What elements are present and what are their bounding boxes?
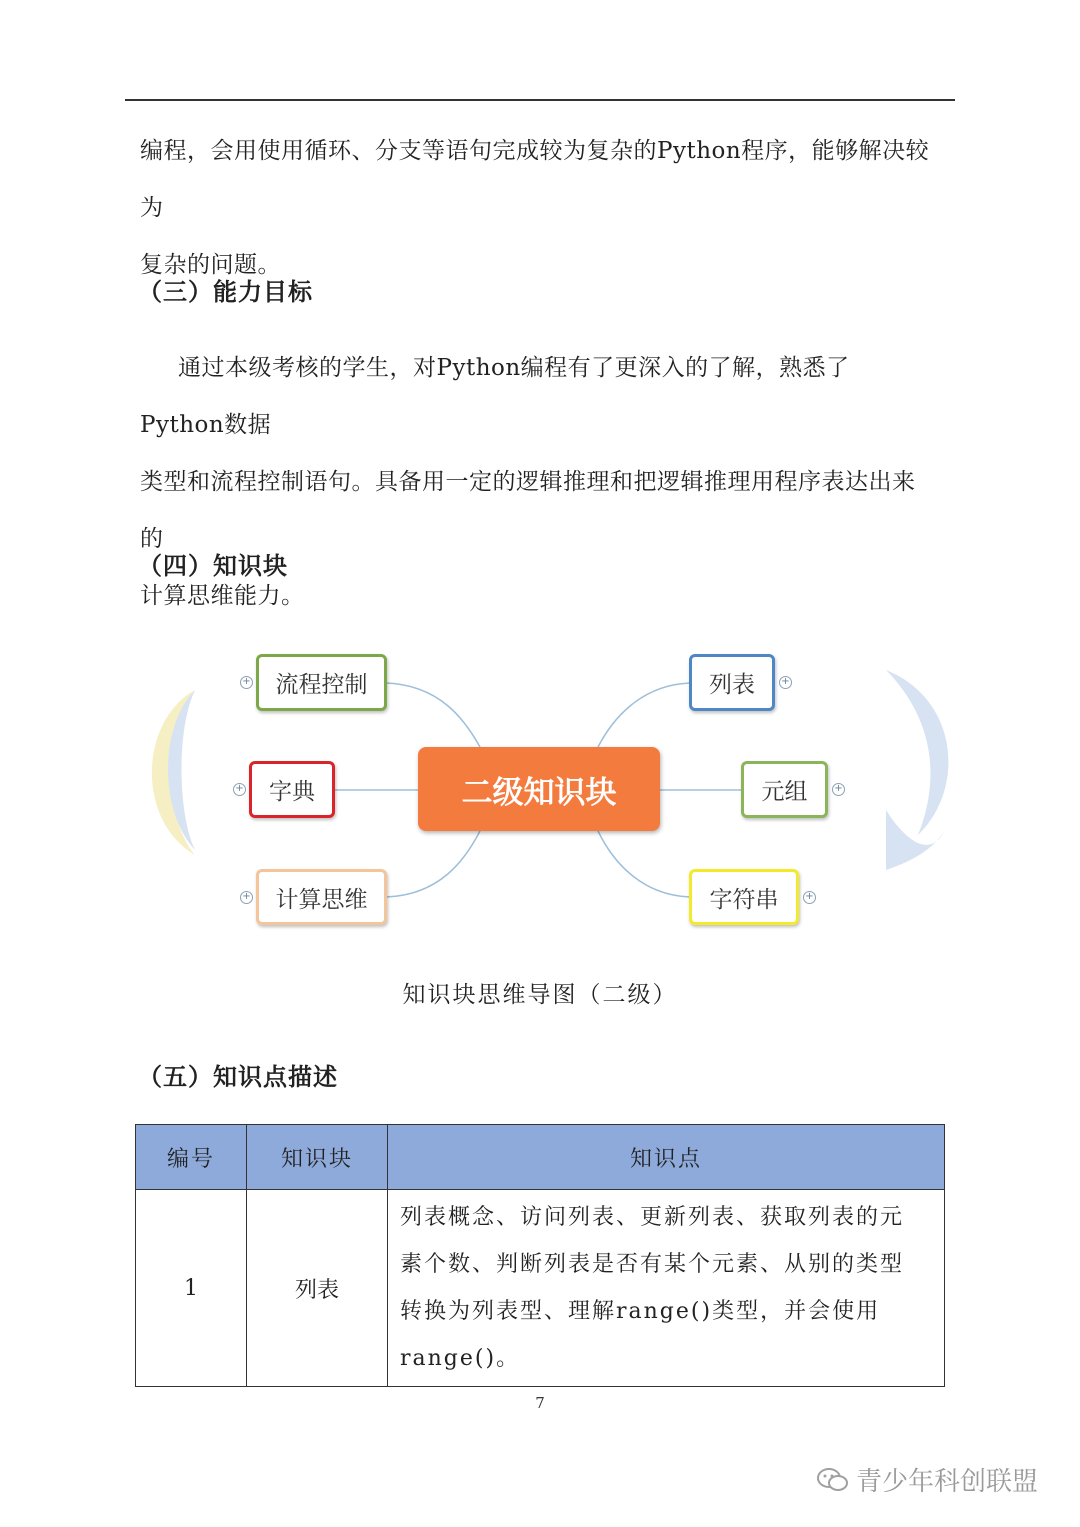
table-row — [136, 1190, 945, 1387]
section-4-heading: （四）知识块 — [138, 552, 288, 580]
connector-flow-control — [386, 683, 480, 747]
node-tuple: 元组 — [741, 761, 828, 818]
section-3-heading: （三）能力目标 — [138, 278, 313, 306]
expand-dictionary-icon[interactable]: + — [233, 783, 246, 796]
points-line-4: range()。 — [400, 1346, 521, 1371]
expand-list-icon[interactable]: + — [779, 676, 792, 689]
header-points: 知识点 — [388, 1125, 945, 1190]
watermark-text: 青少年科创联盟 — [856, 1467, 1039, 1497]
center-node: 二级知识块 — [418, 747, 660, 831]
points-line-3: 转换为列表型、理解range()类型，并会使用 — [400, 1299, 881, 1324]
intro-line-1: 编程，会用使用循环、分支等语句完成较为复杂的Python程序，能够解决较为 — [140, 138, 930, 221]
cell-block: 列表 — [247, 1190, 388, 1387]
cell-number: 1 — [136, 1190, 247, 1387]
wechat-icon — [816, 1467, 850, 1493]
section-5-heading: （五）知识点描述 — [138, 1063, 338, 1091]
cell-points — [388, 1190, 945, 1387]
points-line-1: 列表概念、访问列表、更新列表、获取列表的元 — [400, 1205, 905, 1230]
mind-map-caption: 知识块思维导图（二级） — [402, 982, 678, 1008]
expand-tuple-icon[interactable]: + — [832, 783, 845, 796]
section-3-paragraph — [140, 340, 930, 625]
intro-paragraph — [140, 123, 930, 294]
right-decor-blue-lower — [886, 810, 945, 870]
header-block: 知识块 — [247, 1125, 388, 1190]
expand-flow-control-icon[interactable]: + — [240, 676, 253, 689]
section-3-line-2: 类型和流程控制语句。具备用一定的逻辑推理和把逻辑推理用程序表达出来的 — [140, 469, 916, 552]
header-rule — [125, 99, 955, 101]
node-computational-thinking: 计算思维 — [256, 869, 387, 925]
mind-map — [0, 610, 1080, 950]
section-3-line-1: 通过本级考核的学生，对Python编程有了更深入的了解，熟悉了Python数据 — [140, 355, 850, 438]
expand-string-icon[interactable]: + — [803, 891, 816, 904]
expand-computational-thinking-icon[interactable]: + — [240, 891, 253, 904]
node-flow-control: 流程控制 — [256, 654, 387, 711]
node-string: 字符串 — [689, 869, 799, 925]
section-3-line-3: 计算思维能力。 — [140, 583, 305, 609]
connector-computational-thinking — [386, 831, 480, 897]
right-decor-blue-upper — [886, 670, 948, 835]
table-header-row — [136, 1125, 945, 1190]
watermark — [816, 1461, 1038, 1498]
connector-string — [598, 831, 690, 897]
points-line-2: 素个数、判断列表是否有某个元素、从别的类型 — [400, 1252, 905, 1277]
header-number: 编号 — [136, 1125, 247, 1190]
knowledge-point-table — [135, 1124, 945, 1387]
node-dictionary: 字典 — [249, 761, 335, 818]
page-number: 7 — [535, 1394, 545, 1412]
connector-list — [598, 683, 690, 747]
intro-line-2: 复杂的问题。 — [140, 252, 281, 278]
node-list: 列表 — [689, 654, 775, 711]
